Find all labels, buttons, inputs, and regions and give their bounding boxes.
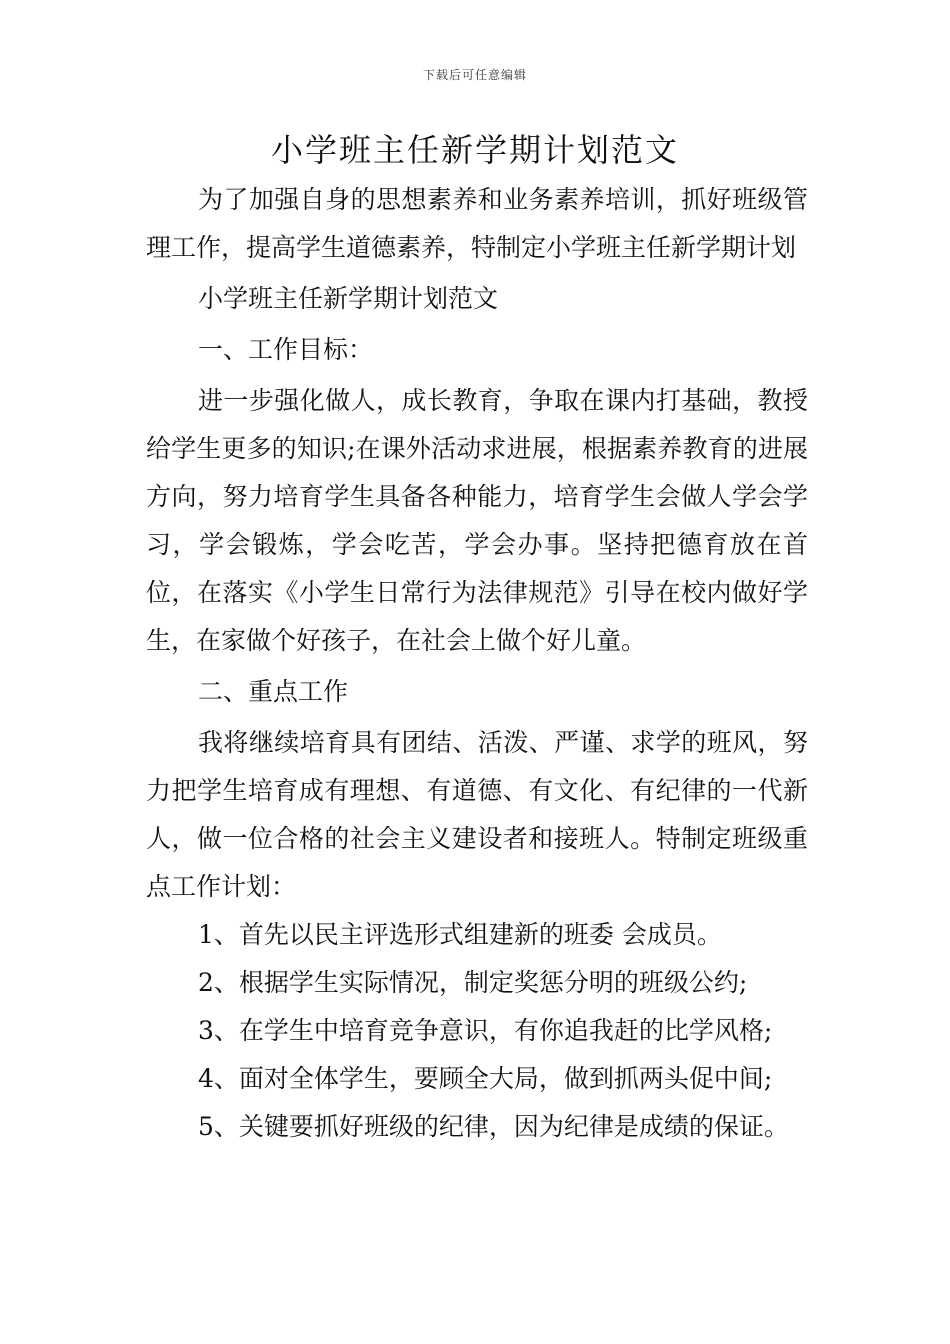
document-body bbox=[146, 176, 808, 1151]
header-note: 下载后可任意编辑 bbox=[422, 68, 527, 82]
list-item: 2、根据学生实际情况，制定奖惩分明的班级公约; bbox=[198, 968, 748, 997]
key-work-list bbox=[146, 911, 808, 1151]
list-item: 5、关键要抓好班级的纪律，因为纪律是成绩的保证。 bbox=[198, 1112, 789, 1141]
list-item: 4、面对全体学生，要顾全大局，做到抓两头促中间; bbox=[198, 1064, 773, 1093]
goals-paragraph: 进一步强化做人，成长教育，争取在课内打基础，教授给学生更多的知识;在课外活动求进展，根据素养教育的进展方向，努力培育学生具备各种能力，培育学生会做人学会学习，学会锻炼，学会吃苦，学会办事。坚持把德育放在首位，在落实《小学生日常行为法律规范》引导在校内做好学生，在家做个好孩子，在社会上做个好儿童。 bbox=[146, 386, 808, 655]
intro-paragraph: 为了加强自身的思想素养和业务素养培训，抓好班级管理工作，提高学生道德素养，特制定小学班主任新学期计划 bbox=[146, 185, 808, 262]
list-item: 3、在学生中培育竞争意识，有你追我赶的比学风格; bbox=[198, 1016, 773, 1045]
key-work-paragraph: 我将继续培育具有团结、活泼、严谨、求学的班风，努力把学生培育成有理想、有道德、有文化、有纪律的一代新人，做一位合格的社会主义建设者和接班人。特制定班级重点工作计划： bbox=[146, 728, 808, 901]
section-heading-key-work: 二、重点工作 bbox=[198, 677, 349, 706]
document-title: 小学班主任新学期计划范文 bbox=[270, 131, 679, 169]
section-heading-goals: 一、工作目标： bbox=[198, 335, 374, 364]
list-item: 1、首先以民主评选形式组建新的班委 会成员。 bbox=[198, 920, 722, 949]
subtitle: 小学班主任新学期计划范文 bbox=[198, 284, 499, 313]
